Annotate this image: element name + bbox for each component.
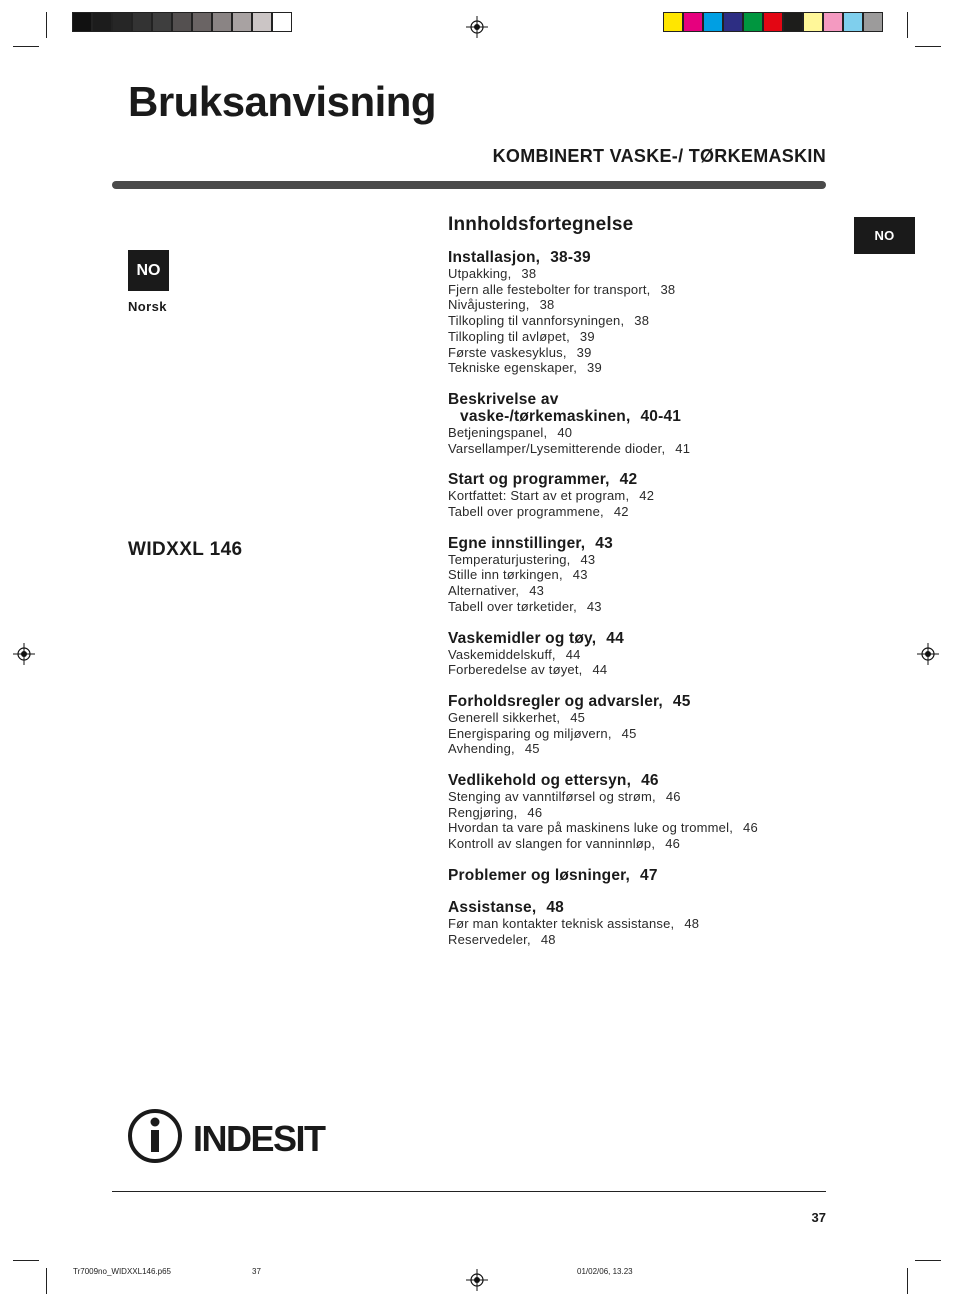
- toc-item-page: 45: [570, 709, 586, 725]
- section-title-text: Vaskemidler og tøy,: [448, 629, 597, 647]
- language-side-tab: NO: [854, 217, 915, 254]
- toc-item[interactable]: [448, 329, 848, 345]
- section-page-number: 43: [595, 534, 613, 552]
- toc-item-page: 39: [576, 344, 592, 360]
- registration-mark-icon: [466, 16, 488, 38]
- registration-mark-icon: [13, 643, 35, 665]
- color-swatch: [152, 12, 172, 32]
- toc-item-page: 44: [565, 646, 581, 662]
- toc-section-title[interactable]: [448, 693, 848, 710]
- toc-item[interactable]: [448, 820, 848, 836]
- toc-item[interactable]: [448, 552, 848, 568]
- section-page-number: 40-41: [640, 407, 682, 425]
- section-title-text: Installasjon,: [448, 249, 541, 266]
- header-divider: [112, 181, 826, 189]
- toc-item-label: Varsellamper/Lysemitterende dioder,: [448, 440, 666, 456]
- color-swatch: [192, 12, 212, 32]
- crop-mark: [907, 1268, 908, 1294]
- toc-section: [448, 772, 848, 852]
- color-swatch: [723, 12, 743, 32]
- toc-section: [448, 693, 848, 757]
- section-title-text: Assistanse,: [448, 898, 537, 916]
- toc-item[interactable]: [448, 567, 848, 583]
- product-type-subtitle: KOMBINERT VASKE-/ TØRKEMASKIN: [492, 146, 826, 166]
- page-title: Bruksanvisning: [128, 78, 437, 125]
- brand-wordmark: INDESIT: [193, 1118, 325, 1159]
- toc-section: [448, 867, 848, 884]
- toc-item[interactable]: [448, 647, 848, 663]
- crop-mark: [915, 46, 941, 47]
- color-swatch: [252, 12, 272, 32]
- toc-item[interactable]: [448, 360, 848, 376]
- toc-section-title[interactable]: [448, 391, 848, 408]
- color-swatch: [72, 12, 92, 32]
- toc-sections: [448, 249, 848, 947]
- toc-section-title[interactable]: [448, 249, 848, 266]
- toc-item-page: 38: [634, 313, 650, 329]
- toc-section-title[interactable]: [448, 867, 848, 884]
- color-swatch: [743, 12, 763, 32]
- toc-item-page: 43: [529, 583, 545, 599]
- color-swatch: [232, 12, 252, 32]
- toc-item-page: 43: [586, 598, 602, 614]
- toc-section: [448, 899, 848, 947]
- table-of-contents: [448, 214, 848, 962]
- toc-item-page: 40: [557, 424, 573, 440]
- color-swatch: [132, 12, 152, 32]
- toc-item[interactable]: [448, 916, 848, 932]
- toc-item-page: 38: [539, 297, 555, 313]
- toc-item-page: 42: [613, 504, 629, 520]
- toc-item-label: Hvordan ta vare på maskinens luke og trommel,: [448, 820, 734, 836]
- toc-section: [448, 249, 848, 376]
- toc-item-page: 46: [527, 804, 543, 820]
- toc-item[interactable]: [448, 425, 848, 441]
- toc-item[interactable]: [448, 345, 848, 361]
- color-swatch: [112, 12, 132, 32]
- toc-item-page: 42: [639, 488, 655, 504]
- toc-item[interactable]: [448, 504, 848, 520]
- section-page-number: 44: [606, 629, 624, 647]
- toc-item-page: 43: [580, 551, 596, 567]
- toc-item-label: Før man kontakter teknisk assistanse,: [448, 915, 675, 931]
- crop-mark: [46, 12, 47, 38]
- toc-section-title-cont[interactable]: [448, 408, 848, 425]
- crop-mark: [907, 12, 908, 38]
- slug-page: 37: [252, 1267, 261, 1276]
- toc-item-page: 46: [665, 836, 681, 852]
- toc-item-label: Første vaskesyklus,: [448, 344, 567, 360]
- toc-item-page: 38: [660, 281, 676, 297]
- crop-mark: [13, 1260, 39, 1261]
- toc-section: [448, 630, 848, 678]
- toc-item-label: Nivåjustering,: [448, 297, 530, 313]
- color-swatch: [703, 12, 723, 32]
- toc-section-title[interactable]: [448, 772, 848, 789]
- toc-item-label: Generell sikkerhet,: [448, 709, 561, 725]
- toc-item[interactable]: [448, 282, 848, 298]
- section-title-text: Egne innstillinger,: [448, 534, 586, 552]
- color-swatch: [92, 12, 112, 32]
- toc-item-label: Energisparing og miljøvern,: [448, 725, 612, 741]
- color-swatch: [783, 12, 803, 32]
- toc-item[interactable]: [448, 266, 848, 282]
- toc-item[interactable]: [448, 488, 848, 504]
- toc-item-label: Avhending,: [448, 741, 515, 757]
- toc-item-label: Alternativer,: [448, 583, 520, 599]
- toc-item-page: 48: [540, 931, 556, 947]
- toc-item[interactable]: [448, 583, 848, 599]
- toc-item-label: Tabell over tørketider,: [448, 598, 577, 614]
- crop-mark: [13, 46, 39, 47]
- toc-item[interactable]: [448, 741, 848, 757]
- toc-item-page: 45: [621, 725, 637, 741]
- toc-heading: Innholdsfortegnelse: [448, 214, 634, 235]
- toc-section: [448, 471, 848, 519]
- indesit-logo: [127, 1107, 332, 1165]
- section-page-number: 45: [672, 692, 691, 710]
- registration-mark-icon: [917, 643, 939, 665]
- toc-item-page: 43: [572, 567, 588, 583]
- toc-item-label: Tekniske egenskaper,: [448, 360, 578, 376]
- section-page-number: 38-39: [550, 249, 591, 266]
- toc-section: [448, 535, 848, 615]
- color-swatch: [172, 12, 192, 32]
- toc-item[interactable]: [448, 441, 848, 457]
- grayscale-color-bar: [72, 12, 292, 32]
- toc-item-label: Fjern alle festebolter for transport,: [448, 281, 651, 297]
- color-swatch: [683, 12, 703, 32]
- toc-item-label: Tilkopling til avløpet,: [448, 328, 570, 344]
- toc-item-page: 45: [524, 741, 540, 757]
- toc-item-label: Kontroll av slangen for vanninnløp,: [448, 836, 656, 852]
- toc-item[interactable]: [448, 726, 848, 742]
- section-title-text: Start og programmer,: [448, 471, 610, 489]
- crop-mark: [915, 1260, 941, 1261]
- toc-item-page: 38: [521, 266, 537, 281]
- section-title-text: Beskrivelse av: [448, 390, 559, 408]
- toc-item-page: 44: [592, 662, 608, 678]
- color-swatch: [823, 12, 843, 32]
- toc-item-page: 48: [684, 915, 700, 931]
- footer-divider: [112, 1191, 826, 1192]
- toc-item[interactable]: [448, 836, 848, 852]
- color-swatch: [212, 12, 232, 32]
- toc-item[interactable]: [448, 313, 848, 329]
- crop-mark: [46, 1268, 47, 1294]
- section-title-text: vaske-/tørkemaskinen,: [460, 407, 631, 425]
- toc-item-label: Temperaturjustering,: [448, 551, 571, 567]
- color-swatch: [272, 12, 292, 32]
- color-swatch: [663, 12, 683, 32]
- toc-item-label: Vaskemiddelskuff,: [448, 646, 556, 662]
- toc-item-page: 39: [587, 360, 602, 376]
- toc-item-label: Forberedelse av tøyet,: [448, 662, 583, 678]
- toc-item[interactable]: [448, 297, 848, 313]
- page-number: 37: [811, 1210, 826, 1225]
- toc-item[interactable]: [448, 599, 848, 615]
- registration-mark-icon: [466, 1269, 488, 1291]
- section-title-text: Problemer og løsninger,: [448, 866, 631, 884]
- toc-item-label: Kortfattet: Start av et program,: [448, 488, 630, 504]
- toc-item-page: 39: [579, 328, 595, 344]
- toc-item-page: 41: [675, 440, 691, 456]
- cmyk-color-bar: [663, 12, 883, 32]
- toc-section-title[interactable]: [448, 630, 848, 647]
- toc-item-label: Betjeningspanel,: [448, 424, 548, 440]
- section-title-text: Vedlikehold og ettersyn,: [448, 772, 632, 790]
- section-page-number: 47: [640, 866, 658, 884]
- toc-item-label: Stille inn tørkingen,: [448, 567, 563, 583]
- section-page-number: 48: [546, 898, 565, 916]
- toc-item-label: Rengjøring,: [448, 804, 518, 820]
- toc-item-label: Tabell over programmene,: [448, 504, 604, 520]
- language-code-badge: NO: [128, 250, 169, 291]
- slug-file: Tr7009no_WIDXXL146.p65: [73, 1267, 171, 1276]
- toc-item-label: Utpakking,: [448, 266, 512, 281]
- toc-item[interactable]: [448, 662, 848, 678]
- color-swatch: [863, 12, 883, 32]
- color-swatch: [763, 12, 783, 32]
- toc-section-title[interactable]: [448, 899, 848, 916]
- toc-item-label: Stenging av vanntilførsel og strøm,: [448, 789, 656, 805]
- toc-item-page: 46: [743, 820, 758, 836]
- toc-item-page: 46: [665, 789, 681, 805]
- color-swatch: [803, 12, 823, 32]
- color-swatch: [843, 12, 863, 32]
- language-name: Norsk: [128, 299, 167, 314]
- toc-item[interactable]: [448, 710, 848, 726]
- section-page-number: 42: [619, 471, 638, 489]
- toc-item-label: Tilkopling til vannforsyningen,: [448, 313, 625, 329]
- section-title-text: Forholdsregler og advarsler,: [448, 692, 663, 710]
- toc-item[interactable]: [448, 789, 848, 805]
- toc-item[interactable]: [448, 932, 848, 948]
- model-name: WIDXXL 146: [128, 539, 243, 560]
- slug-datetime: 01/02/06, 13.23: [577, 1267, 633, 1276]
- toc-item-label: Reservedeler,: [448, 931, 531, 947]
- toc-section-title[interactable]: [448, 535, 848, 552]
- toc-item[interactable]: [448, 805, 848, 821]
- section-page-number: 46: [641, 772, 659, 790]
- toc-section: [448, 391, 848, 456]
- toc-section-title[interactable]: [448, 471, 848, 488]
